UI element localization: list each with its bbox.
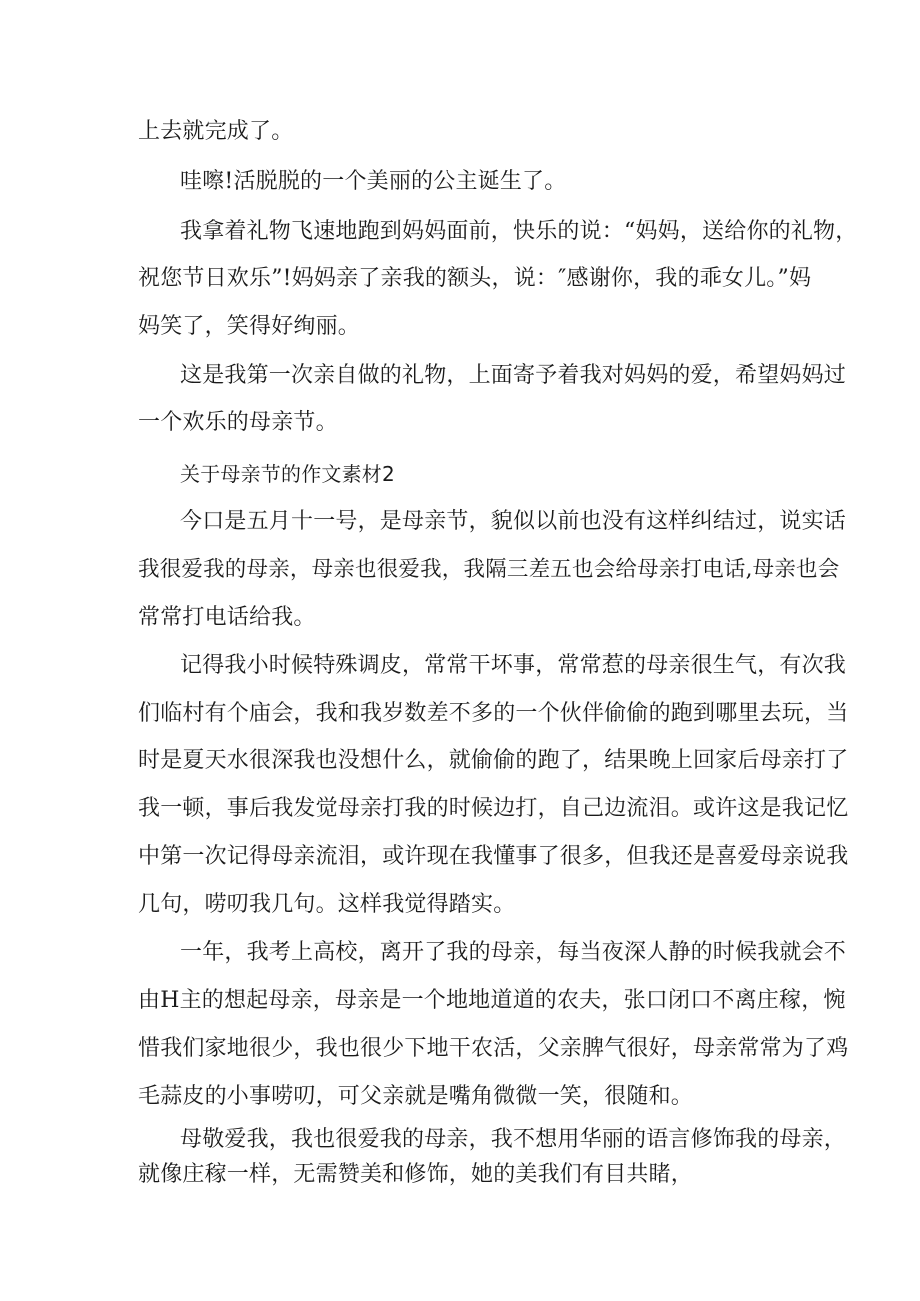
text-line: 我一顿，事后我发觉母亲打我的时候边打，自己边流泪。或许这是我记忆 (138, 796, 849, 821)
text-line: 中第一次记得母亲流泪，或许现在我懂事了很多，但我还是喜爱母亲说我 (138, 844, 849, 869)
text-line: 母敬爱我，我也很爱我的母亲，我不想用华丽的语言修饰我的母亲， (180, 1127, 847, 1152)
text-line: 今口是五月十一号，是母亲节，貌似以前也没有这样纠结过，说实话 (180, 509, 847, 534)
text-line: 上去就完成了。 (138, 119, 294, 144)
text-line: 哇嚓!活脱脱的一个美丽的公主诞生了。 (180, 169, 567, 194)
text-line: 祝您节日欢乐”!妈妈亲了亲我的额头，说：″感谢你，我的乖女儿。”妈 (138, 266, 812, 291)
text-line: 这是我第一次亲自做的礼物，上面寄予着我对妈妈的爱，希望妈妈过 (180, 363, 847, 388)
text-line: 毛蒜皮的小事唠叨，可父亲就是嘴角微微一笑，很随和。 (138, 1084, 694, 1109)
text-line: 惜我们家地很少，我也很少下地干农活，父亲脾气很好，母亲常常为了鸡 (138, 1036, 849, 1061)
text-line: 妈笑了，笑得好绚丽。 (138, 314, 361, 339)
text-line: 们临村有个庙会，我和我岁数差不多的一个伙伴偷偷的跑到哪里去玩，当 (138, 701, 849, 726)
text-line: 常常打电话给我。 (138, 605, 316, 630)
section-heading: 关于母亲节的作文素材2 (180, 462, 395, 486)
text-line: 就像庄稼一样，无需赞美和修饰，她的美我们有目共睹， (138, 1162, 694, 1187)
text-line: 我拿着礼物飞速地跑到妈妈面前，快乐的说：“妈妈，送给你的礼物， (180, 219, 858, 244)
text-line: 我很爱我的母亲，母亲也很爱我，我隔三差五也会给母亲打电话,母亲也会 (138, 557, 840, 582)
text-line: 由H主的想起母亲，母亲是一个地地道道的农夫，张口闭口不离庄稼，惋 (138, 988, 846, 1013)
text-line: 一个欢乐的母亲节。 (138, 410, 338, 435)
text-line: 时是夏天水很深我也没想什么，就偷偷的跑了，结果晚上回家后母亲打了 (138, 748, 849, 773)
text-line: 一年，我考上高校，离开了我的母亲，每当夜深人静的时候我就会不 (180, 940, 847, 965)
text-line: 记得我小时候特殊调皮，常常干坏事，常常惹的母亲很生气，有次我 (180, 653, 847, 678)
text-line: 几句，唠叨我几句。这样我觉得踏实。 (138, 892, 516, 917)
